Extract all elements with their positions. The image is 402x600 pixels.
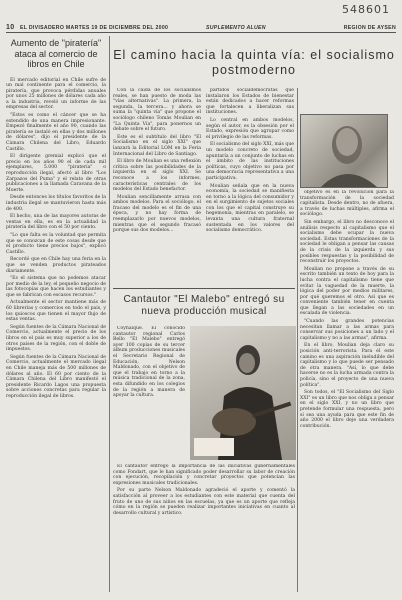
paragraph: "Lo que falta es la voluntad que permita que se conozcan de este cosas desde que el producto tiene precios bajos", explicó Castillo.: [6, 232, 106, 255]
masthead: EL DIVISADERO MARTES 19 DE DICIEMBRE DEL 2000: [20, 25, 169, 31]
paragraph: Recordó que en Chile hay una feria en la que se venden productos pirateados diariamente.: [6, 257, 106, 274]
left-article-title: Aumento de "piratería" ataca al comercio de libros en Chile: [10, 38, 102, 69]
musician-photo: [190, 326, 296, 460]
paragraph: "Es el sistema que no podemos atacar por medio de la ley, el pequeño negocio de las fotocopias que hacen los estudiantes y que se fabrican con escasos recursos.": [6, 276, 106, 298]
column-divider: [109, 36, 110, 592]
paragraph: Moulian señala que en la nueva economía, la sociedad se manifiesta en torno a la lógica del consumidor y en el surgimiento de sujetos sociales con los que el capital construye su hegemonía, mientras en paralelo, se levanta una cultura fraternal sustentada en los valores del socialismo democrático.: [206, 183, 294, 234]
paragraph: "Estos es como el cáncer que se ha extendido de una manera impresionante. Empezó finalmente el año 90, cuando las piratería se instaló en ellas y dos millones de dólares", dijo el presidente de la Cámara Chilena del Libro, Eduardo Castillo.: [6, 113, 106, 152]
main-article-col-3: [300, 190, 394, 592]
page-header: [6, 23, 396, 33]
paragraph: "Cuando las grandes potencias necesitan llamar a las armas para conservar sus posiciones a un lado y el capitalismo y no a las armas", afirma.: [300, 319, 394, 341]
paragraph: Moulian sencillamente arrasa con ambos modelos. Para el sociólogo, el fracaso del modelo es el fin de una época, y no hay forma de reemplazarlo por nuevos modelos, mientras que el segundo fracasó porque sus dos modelos...: [113, 194, 201, 234]
paragraph: objetivo es en la revolución para la transformación de la sociedad capitalista. Desde dentro, no de afuera, a través de luchas múltiples, afirma el sociólogo.: [300, 190, 394, 218]
musician-figure: [190, 326, 296, 460]
left-article-body: [6, 78, 106, 400]
paragraph: Actualmente el sector mantiene más de 60 librerías y comercios en todo el país, y los quioscos que tienen el mayor flujo de estas ventas.: [6, 300, 106, 323]
paragraph: partidos socialdemócratas que instalaron los Estados de bienestar están dedicados a hacer reformas que fortalecen a liberalizan sus instituciones.: [206, 88, 294, 116]
paragraph: El socialismo del siglo XXI, más que un modelo concreto de sociedad, apuntaría a un conjunto de luchas en el ámbito de las instituciones políticas, cuyo objetivo no pasa por una democracia representativa a una participativa.: [206, 142, 294, 181]
author-photo: [300, 114, 388, 188]
paragraph: El libro de Moulian es una reflexión crítica sobre las posibilidades de la izquierda en el siglo XXI. Se reconoce a los informes, características centrales de los modelos del Estado benefactor.: [113, 159, 201, 193]
paragraph: El dirigente gremial explicó que el precio en los años 90 el de cada mil ejemplares, 5.000 "piratería" o reproducción ilegal, afectó al libro "Los Zarpazos del Puma" y el relato de otras publicaciones a la llamada Caravana de la Muerte.: [6, 154, 106, 193]
section-divider: [113, 288, 295, 289]
archive-number: 548601: [342, 3, 390, 16]
paragraph: Según fuentes de la Cámara Nacional de Comercio, actualmente el mercado ilegal en Chile maneja más de 500 millones de dólares al año. El 60 por ciento de la Cámara Chilena del Libro manifestó el presidente Ricardo Lagos una propuesta sobre acciones concretas para regular la reproducción ilegal de libros.: [6, 354, 106, 399]
column-divider: [297, 88, 298, 592]
left-article: [6, 38, 106, 402]
bottom-article-title-box: [113, 294, 295, 318]
page-number: 10: [6, 24, 15, 31]
main-article-title-box: [113, 48, 395, 78]
paragraph: Sin embargo, el libro no desconoce el análisis respecto al capitalismo que el socialismo debe ocupar la nueva sociedad. Estas transformaciones de la sociedad le obligan a pensar las causas de la crisis de la izquierda y sus posibles respuestas y la posibilidad de reconstruir los proyectos.: [300, 219, 394, 265]
author-portrait-figure: [301, 115, 387, 187]
paragraph: El hecho, una de las mayores autoras de ventas en ella, es en la actualidad la piratería del libro con el 50 por ciento.: [6, 214, 106, 231]
supplement-name: SUPLEMENTO ALUEN: [206, 25, 266, 31]
paragraph: Este es el subtítulo del libro "El Socialismo en el siglo XXI" que lanzará la Editorial LOM en la Feria Internacional del Libro de Santiago.: [113, 134, 201, 157]
paragraph: Con la caída de los socialismos reales, se han puesto de moda las "vías alternativas". La primera, la segunda, la tercera... y ahora se suma la "quinta vía" que propone el sociólogo chileno Tomás Moulian en "La Quinta Vía", para ponernos un debate sobre el futuro.: [113, 88, 201, 133]
paragraph: Coyhaique. El conocido cantautor regional Carlos Bello "El Malebo" entregó ayer 100 copias de su tercer álbum producciones musicales el Secretario Regional de Educación, Nelson Maldonado, con el objetivo de que el trabajo en torno a la música tradicional de la zona, esta difundido en los colegios de la región a manera de apoyar la cultura.: [113, 326, 185, 399]
main-article-title: El camino hacia la quinta vía: el socialismo postmoderno: [113, 48, 395, 77]
paragraph: El mercado editorial en Chile sufre de un mal continente para el comercio, la piratería, que provoca pérdidas anuales por unos 25 millones de dólares cada año a la industria, reveló un informe de las empresas del sector.: [6, 77, 106, 111]
paragraph: Son todos, el "El Socialismo del Siglo XXI" es un libro que nos obliga a pensar en el siglo XXI, y no un libro que pretende formular una respuesta, pero sí sea una ayuda para que este fin de año 2000 el libro deje una verdadera contribución.: [300, 390, 394, 429]
main-article-col-1: [113, 88, 201, 284]
paragraph: Lo central en ambos modelos, según el autor, es la obsesión por el Estado, expresión que agrupar como el privilegio de las reformas.: [206, 117, 294, 140]
paragraph: Moulian no propone a través de su escrito también un texto de hoy para la lucha contra el capitalismo tiene que evitar la vaguedad de la muerte, la lógica del poder por medios militares, por qué queremos el otro. Así que es conveniente también tener en cuenta que llegan a las sociedades en un escalada de violencia.: [300, 266, 394, 317]
bottom-article-title: Cantautor "El Malebo" entregó su nueva producción musical: [123, 294, 285, 317]
paragraph: En el libro, Moulian deja claro su posición anti-terrorista. Para él este camino es una aspiración ineludible del capitalismo y lo que puede ser pensado de otra manera. "Así, lo que debe hacerse no es la lucha armada contra la policía, sino el proyecto de una nueva política".: [300, 343, 394, 388]
paragraph: Según fuentes de la Cámara Nacional de Comercio, actualmente el precio de los libros en el país es muy superior a los de otros países de la región, con el doble de impuestos.: [6, 324, 106, 353]
paragraph: Desde entonces los títulos favoritos de la industria ilegal se mantuvieron hasta más de 400.: [6, 195, 106, 212]
main-article-col-2: [206, 88, 294, 284]
region-name: REGION DE AYSEN: [343, 25, 396, 31]
bottom-article-col-2: [113, 464, 295, 592]
paragraph: Por su parte Nelson Maldonado agradeció el aporte y comentó la satisfacción al proveer a los estudiantes con este material que cuenta del fruto de uno de sus niños en las escuelas, ya que es un aporte que refleja cómo en la región se pueden realizar importantes iniciativas en cuanto al desarrollo cultural y artístico.: [113, 488, 295, 516]
paragraph: El cantautor entregó la importancia de las iniciativas gubernamentales como Fondart, que le han significado poder desarrollar su labor de creación con ejecución, recopilación y concretar proyectos que potencian las expresiones musicales tradicionales.: [113, 464, 295, 486]
